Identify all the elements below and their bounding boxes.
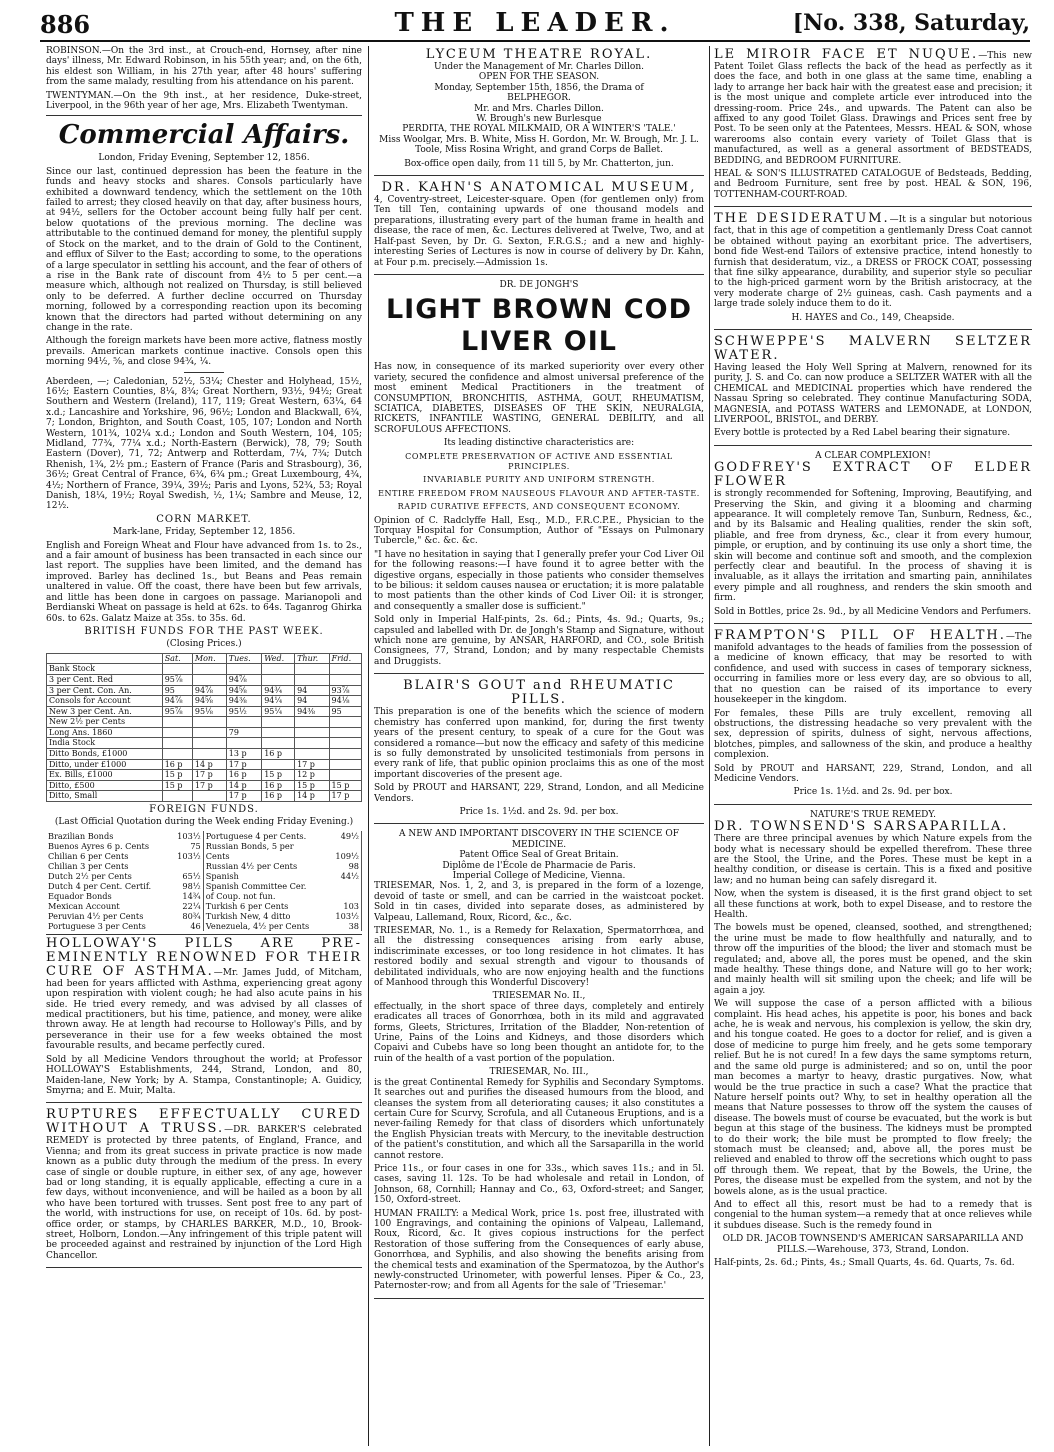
british-funds-table — [46, 653, 362, 802]
newspaper-title: THE LEADER. — [394, 8, 676, 38]
funds-stock-name: Ditto, Small — [47, 791, 163, 802]
funds-price-cell: 95 — [329, 706, 361, 717]
funds-stock-name: Ditto Bonds, £1000 — [47, 749, 163, 760]
frampton-ad — [714, 627, 1032, 805]
funds-price-cell: 94⅛ — [329, 696, 361, 707]
funds-price-cell: 16 p — [262, 791, 295, 802]
funds-price-cell: 17 p — [329, 791, 361, 802]
foreign-bond-name: Dutch 4 per Cent. Certif. — [48, 880, 152, 891]
funds-price-cell — [295, 717, 329, 728]
funds-row — [47, 738, 362, 749]
triesemar-credential: Imperial College of Medicine, Vienna. — [452, 870, 626, 881]
funds-price-cell — [226, 717, 261, 728]
funds-price-cell: 94⅞ — [162, 696, 192, 707]
triesemar-no2-head: TRIESEMAR No. II., — [492, 991, 586, 1002]
foreign-price-cell: 103½ — [171, 831, 204, 841]
foreign-bond-name: Cents — [205, 850, 230, 861]
corn-dateline: Mark-lane, Friday, September 12, 1856. — [112, 527, 296, 538]
triesemar-no2: effectually, in the short space of three days, completely and entirely eradicates all traces of Gonorrhœa, both in its mild and aggravated forms, Gleets, Strictures, Irritation of the Bladder, Non-retention of Urine, Pains of the Loins and Kidneys, and those disorders which Copaivi and Cubebs have so long been thought an antidote for, to the ruin of the health of a vast portion of the population. — [374, 1001, 704, 1064]
funds-stock-name: Long Ans. 1860 — [47, 727, 163, 738]
foreign-price-cell: 46 — [171, 921, 204, 931]
funds-price-cell — [162, 738, 192, 749]
funds-price-cell — [295, 727, 329, 738]
column-rule — [709, 46, 710, 1446]
foreign-title: FOREIGN FUNDS. — [149, 804, 259, 816]
funds-price-cell — [192, 664, 226, 675]
funds-stock-name: India Stock — [47, 738, 163, 749]
funds-price-cell: 79 — [226, 727, 261, 738]
funds-price-cell: 16 p — [262, 749, 295, 760]
corn-title: CORN MARKET. — [156, 513, 252, 525]
foreign-bond-name: Mexican Account — [48, 900, 120, 911]
funds-price-cell — [329, 738, 361, 749]
funds-price-cell: 15 p — [329, 780, 361, 791]
foreign-bond-name: Turkish 6 per Cents — [205, 900, 289, 911]
funds-price-cell: 95¼ — [262, 706, 295, 717]
foreign-price-cell: 44½ — [329, 871, 362, 881]
funds-stock-name: New 3 per Cent. An. — [47, 706, 163, 717]
blair-ad — [374, 677, 704, 824]
funds-row — [47, 685, 362, 696]
funds-row — [47, 727, 362, 738]
column-rule — [368, 46, 369, 1446]
foreign-price-cell — [329, 881, 362, 891]
funds-price-cell — [226, 738, 261, 749]
foreign-price-cell: 109½ — [329, 851, 362, 861]
foreign-bond-name: of Coup. not fun. — [205, 890, 276, 901]
schweppe-headline: SCHWEPPE'S MALVERN SELTZER WATER. — [714, 333, 1032, 363]
ruptures-ad — [46, 1106, 362, 1268]
funds-row — [47, 780, 362, 791]
funds-price-cell: 15 p — [262, 770, 295, 781]
funds-price-cell — [162, 664, 192, 675]
funds-price-cell — [329, 674, 361, 685]
funds-price-cell: 94⅜ — [226, 696, 261, 707]
foreign-bond-name: Spanish Committee Cer. — [205, 880, 307, 891]
funds-stock-name: Ex. Bills, £1000 — [47, 770, 163, 781]
foreign-bond-name: Portuguese 3 per Cents — [48, 920, 146, 931]
foreign-bond-name: Russian 4½ per Cents — [205, 860, 298, 871]
funds-header-cell: Frid. — [329, 653, 361, 664]
funds-price-cell: 16 p — [262, 780, 295, 791]
funds-price-cell: 94⅞ — [192, 685, 226, 696]
foreign-price-cell: 103½ — [171, 851, 204, 861]
godfrey-pre: A CLEAR COMPLEXION! — [815, 450, 931, 461]
funds-price-cell — [262, 759, 295, 770]
miroir-ad — [714, 46, 1032, 207]
lyceum-headline: LYCEUM THEATRE ROYAL. — [425, 47, 653, 62]
market-paragraph: Since our last, continued depression has been the feature in the funds and heavy stocks and shares. Consols particularly have exhibited a downward tendency, which the settlement on the 10th failed to arrest; they closed heavily on that day, after business hours, at 94½, sellers for the October account being fully half per cent. below quotations of the previous morning. The decline was attributable to the continued demand for money, the plentiful supply of Stock on the market, and to the drain of Gold to the Continent, and efflux of Silver to the East; according to some, to the operations of a large speculator in settling his account, and the fear of others of a rise in the Bank rate of discount from 4½ to 5 per cent.—a measure which, although not realized on Thursday, is still believed only to be deferred. A further decline occurred on Thursday morning, followed by a corresponding reaction upon its becoming known that the directors had parted without determining on any change in the rate. — [46, 166, 362, 333]
triesemar-frailty: HUMAN FRAILTY: a Medical Work, price 1s. post free, illustrated with 100 Engravings, and containing the opinions of Valpeau, Lallemand, Roux, Ricord, &c. It gives copious instructions for the perfect Restoration of those suffering from the Consequences of early abuse, Gonorrhœa, and Syphilis, and also showing the benefits arising from the chemical tests and examination of the Spermatozoa, by the Author's newly-constructed Urinometer, with powerful lenses. Piper & Co., 23, Paternoster-row; and from all Agents for the sale of 'Triesemar.' — [374, 1208, 704, 1292]
triesemar-credential: Diplôme de l'École de Pharmacie de Paris. — [442, 860, 636, 871]
miroir-headline: LE MIROIR FACE ET NUQUE. — [714, 47, 979, 62]
funds-price-cell: 95⅛ — [192, 706, 226, 717]
godfrey-sold: Sold in Bottles, price 2s. 9d., by all Medicine Vendors and Perfumers. — [714, 606, 1032, 617]
triesemar-price: Price 11s., or four cases in one for 33s., which saves 11s.; and in 5l. cases, saving 1l. 12s. To be had wholesale and retail in London, of Johnson, 68, Cornhill; Hannay and Co., 63, Oxford-street; and Sanger, 150, Oxford-street. — [374, 1163, 704, 1206]
funds-price-cell: 95⅞ — [162, 706, 192, 717]
schweppe-ad — [714, 333, 1032, 446]
funds-stock-name: New 2½ per Cents — [47, 717, 163, 728]
blair-price: Price 1s. 1½d. and 2s. 9d. per box. — [459, 806, 619, 817]
funds-header-cell: Mon. — [192, 653, 226, 664]
kahn-text: 4, Coventry-street, Leicester-square. Open (for gentlemen only) from Ten till Ten, containing upwards of one thousand models and preparations, illustrating every part of the human frame in health and disease, the race of men, &c. Lectures delivered at Twelve, Two, and at Half-past Seven, by Dr. G. Sexton, F.R.G.S.; and a new and highly-interesting Series of Lectures is now in course of delivery by Dr. Kahn, at Four p.m. precisely.—Admission 1s. — [374, 195, 704, 268]
foreign-row — [46, 891, 362, 901]
dejongh-feature: COMPLETE PRESERVATION OF ACTIVE AND ESSENTIAL PRINCIPLES. — [405, 451, 673, 471]
funds-price-cell: 94⅜ — [295, 706, 329, 717]
desideratum-headline: THE DESIDERATUM. — [714, 211, 890, 227]
dejongh-pre: DR. DE JONGH'S — [499, 279, 579, 290]
foreign-bond-name: Turkish New, 4 ditto — [205, 910, 291, 921]
dejongh-text: Has now, in consequence of its marked superiority over every other variety, secured the confidence and almost universal preference of the most eminent Medical Practitioners in the treatment of CONSUMPTION, BRONCHITIS, ASTHMA, GOUT, RHEUMATISM, SCIATICA, DIABETES, DISEASES OF THE SKIN, NEURALGIA, RICKETS, INFANTILE WASTING, GENERAL DEBILITY, and all SCROFULOUS AFFECTIONS. — [374, 362, 704, 435]
lyceum-line: BELPHEGOR. — [507, 93, 571, 104]
foreign-price-cell: 98½ — [171, 881, 204, 891]
townsend-price: Half-pints, 2s. 6d.; Pints, 4s.; Small Quarts, 4s. 6d. Quarts, 7s. 6d. — [714, 1258, 1015, 1268]
lyceum-line: OPEN FOR THE SEASON. — [478, 72, 600, 83]
dejongh-headline: LIGHT BROWN COD LIVER OIL — [385, 294, 693, 358]
foreign-bond-name: Chilian 6 per Cents — [48, 850, 129, 861]
holloway-headline: HOLLOWAY'S PILLS ARE PRE-EMINENTLY RENOWNED FOR THEIR CURE OF ASTHMA. — [46, 935, 362, 979]
townsend-headline: DR. TOWNSEND'S SARSAPARILLA. — [714, 819, 1009, 835]
frampton-text2: For females, these Pills are truly excellent, removing all obstructions, the distressing headache so very prevalent with the sex, depression of spirits, dulness of sight, nervous affections, blotches, pimples, and sallowness of the skin, and produce a healthy complexion. — [714, 708, 1032, 761]
funds-stock-name: Ditto, £500 — [47, 780, 163, 791]
funds-price-cell: 17 p — [192, 780, 226, 791]
foreign-bond-name: Buenos Ayres 6 p. Cents — [48, 840, 150, 851]
funds-stock-name: 3 per Cent. Con. An. — [47, 685, 163, 696]
miroir-catalogue: HEAL & SON'S ILLUSTRATED CATALOGUE of Bedsteads, Bedding, and Bedroom Furniture, sent free by post. HEAL & SON, 196, TOTTENHAM-COURT-ROAD. — [714, 169, 1032, 200]
frampton-text: —The manifold advantages to the heads of families from the possession of a medicine of known efficacy, that may be resorted to with confidence, and used with success in cases of temporary sickness, occurring in families more or less every day, are so obvious to all, that no question can be raised of its importance to every housekeeper in the kingdom. — [714, 632, 1032, 706]
triesemar-credential: Patent Office Seal of Great Britain. — [459, 850, 619, 861]
schweppe-text: Having leased the Holy Well Spring at Malvern, renowned for its purity, J. S. and Co. can now produce a SELTZER WATER with all the CHEMICAL and MEDICINAL properties which have rendered the Nassau Spring so celebrated. They continue Manufacturing SODA, MAGNESIA, and POTASS WATERS and LEMONADE, at LONDON, LIVERPOOL, BRISTOL, and DERBY. — [714, 362, 1032, 425]
funds-price-cell — [329, 749, 361, 760]
divider — [184, 372, 224, 373]
death-notice: ROBINSON.—On the 3rd inst., at Crouch-end, Hornsey, after nine days' illness, Mr. Edward Robinson, in his 55th year; and, on the 6th, his eldest son William, in his 27th year, after 48 hours' suffering from the same malady, resulting from his attendance on his parent. — [46, 46, 362, 88]
foreign-price-cell: 103 — [329, 901, 362, 911]
column-left — [46, 46, 362, 1446]
funds-price-cell: 15 p — [162, 770, 192, 781]
godfrey-ad — [714, 449, 1032, 624]
funds-price-cell — [162, 727, 192, 738]
funds-row — [47, 664, 362, 675]
issue-number: [No. 338, Saturday, — [792, 10, 1030, 36]
funds-price-cell — [295, 664, 329, 675]
foreign-bond-name: Peruvian 4½ per Cents — [48, 910, 144, 921]
funds-header-cell: Sat. — [162, 653, 192, 664]
townsend-paragraph: There are three principal avenues by which Nature expels from the body what is necessary should be expelled therefrom. These three are the Stool, the Urine, and the Pores. These must be kept in a healthy condition, or disease is certain. This is a fixed and positive law; and no human being can safely disregard it. — [714, 834, 1032, 886]
funds-stock-name: Ditto, under £1000 — [47, 759, 163, 770]
funds-price-cell: 95½ — [226, 706, 261, 717]
lyceum-line: Monday, September 15th, 1856, the Drama of — [434, 82, 644, 93]
foreign-row — [46, 851, 362, 861]
foreign-bond-name: Dutch 2½ per Cents — [48, 870, 132, 881]
funds-header-cell: Tues. — [226, 653, 261, 664]
funds-header-cell: Thur. — [295, 653, 329, 664]
corn-report: English and Foreign Wheat and Flour have advanced from 1s. to 2s., and a fair amount of business has been transacted in each since our last report. The supplies have been limited, and the demand has improved. Barley has declined 1s., but Beans and Peas remain unaltered in value. Off the coast, there have been but few arrivals, and little has been done in cargoes on passage. Marianopoli and Berdianski Wheat on passage is held at 62s. to 64s. Taganrog Ghirka 60s. to 62s. Galatz Maize at 35s. to 35s. 6d. — [46, 540, 362, 624]
foreign-row — [46, 901, 362, 911]
foreign-bond-name: Spanish — [205, 870, 239, 881]
foreign-price-cell: 49½ — [329, 831, 362, 841]
funds-stock-name: Consols for Account — [47, 696, 163, 707]
foreign-row — [46, 921, 362, 931]
market-paragraph: Although the foreign markets have been more active, flatness mostly prevails. American markets continue inactive. Consols open this morning 94½, ⅝, and close 94¾, ¼. — [46, 336, 362, 368]
divider — [46, 115, 362, 116]
funds-price-cell — [162, 749, 192, 760]
ruptures-headline: RUPTURES EFFECTUALLY CURED WITHOUT A TRUSS. — [46, 1107, 362, 1137]
dejongh-opinion: Opinion of C. Radclyffe Hall, Esq., M.D., F.R.C.P.E., Physician to the Torquay Hospital for Consumption, Author of "Essays on Pulmonary Tubercle," &c. &c. &c. — [374, 515, 704, 547]
foreign-price-cell — [329, 841, 362, 851]
foreign-price-cell — [329, 891, 362, 901]
foreign-price-cell: 65½ — [171, 871, 204, 881]
funds-row — [47, 759, 362, 770]
funds-row — [47, 674, 362, 685]
desideratum-text: —It is a singular but notorious fact, that in this age of competition a gentlemanly Dress Coat cannot be obtained without paying an exorbitant price. The advertisers, bond fide West-end Tailors of extensive practice, intend honestly to furnish that desideratum, viz., a DRESS or FROCK COAT, possessing that fine silky appearance, durability, and superior style so peculiar to the high-priced garment worn by the British aristocracy, at the very moderate charge of 2½ guineas, cash. Cash payments and a large trade solely induce them to do it. — [714, 215, 1032, 310]
funds-price-cell: 16 p — [162, 759, 192, 770]
funds-price-cell — [162, 791, 192, 802]
funds-price-cell: 17 p — [192, 770, 226, 781]
funds-price-cell — [295, 738, 329, 749]
foreign-subtitle: (Last Official Quotation during the Week ending Friday Evening.) — [54, 817, 354, 828]
funds-row — [47, 791, 362, 802]
foreign-bond-name: Russian Bonds, 5 per — [205, 840, 294, 851]
foreign-bond-name: Chilian 3 per Cents — [48, 860, 129, 871]
dejongh-ad — [374, 278, 704, 674]
foreign-row — [46, 841, 362, 851]
funds-price-cell: 12 p — [295, 770, 329, 781]
funds-price-cell: 16 p — [226, 770, 261, 781]
lyceum-ad — [374, 46, 704, 176]
death-notice: TWENTYMAN.—On the 9th inst., at her residence, Duke-street, Liverpool, in the 96th year of her age, Mrs. Elizabeth Twentyman. — [46, 90, 362, 112]
funds-price-cell: 94 — [295, 696, 329, 707]
dejongh-feature: RAPID CURATIVE EFFECTS, AND CONSEQUENT ECONOMY. — [397, 502, 681, 512]
blair-headline: BLAIR'S GOUT and RHEUMATIC PILLS. — [403, 678, 675, 708]
funds-title: BRITISH FUNDS FOR THE PAST WEEK. — [84, 625, 324, 637]
funds-price-cell: 94⅝ — [226, 685, 261, 696]
blair-sold: Sold by PROUT and HARSANT, 229, Strand, London, and all Medicine Vendors. — [374, 783, 704, 804]
townsend-paragraph: We will suppose the case of a person afflicted with a bilious complaint. His head aches, his appetite is poor, his bones and back ache, he is weak and nervous, his complexion is yellow, the skin dry, and his tongue coated. He goes to a doctor for relief, and is given a dose of medicine to purge him freely, and he gets some temporary relief. But he is not cured! In a few days the same symptoms return, and the same old purge is administered; and so on, until the poor man becomes a martyr to heavy, drastic purgatives. Now, what would be the true practice in such a case? What the practice that Nature herself points out? Why, to set in healthy operation all the means that Nature possesses to throw off the system the causes of disease. The bowels must of course be evacuated, but the work is but begun at this stage of the business. The kidneys must be prompted to do their work; the bile must be prompted to flow freely; the stomach must be cleansed; and, above all, the pores must be relieved and enabled to throw off the secretions which ought to pass off through them. We repeat, that by the Bowels, the Urine, the Pores, the disease must be expelled from the system, and not by the bowels alone, as is the usual practice. — [714, 999, 1032, 1197]
dejongh-feature: INVARIABLE PURITY AND UNIFORM STRENGTH. — [423, 475, 655, 485]
funds-price-cell: 14 p — [192, 759, 226, 770]
masthead-rule — [40, 40, 1030, 42]
funds-price-cell: 17 p — [226, 759, 261, 770]
funds-header-cell: Wed. — [262, 653, 295, 664]
frampton-headline: FRAMPTON'S PILL OF HEALTH. — [714, 628, 1006, 644]
triesemar-no3-head: TRIESEMAR, No. III., — [489, 1067, 589, 1078]
funds-price-cell: 14 p — [295, 791, 329, 802]
foreign-price-cell: 103½ — [329, 911, 362, 921]
foreign-bond-name: Portuguese 4 per Cents. — [205, 830, 307, 841]
ruptures-text: —DR. BARKER'S celebrated REMEDY is protected by three patents, of England, France, and Vienna; and from its great success in private practice is now made known as a public duty through the medium of the press. In every case of single or double rupture, in either sex, of any age, however bad or long standing, it is equally applicable, effecting a cure in a few days, without inconvenience, and will be hailed as a boon by all who have been tortured with trusses. Sent post free to any part of the world, with instructions for use, on receipt of 10s. 6d. by post-office order, or stamps, by CHARLES BARKER, M.D., 10, Brook-street, Holborn, London.—Any infringement of this triple patent will be proceeded against and restrained by injunction of the Lord High Chancellor. — [46, 1125, 362, 1261]
foreign-price-cell: 98 — [329, 861, 362, 871]
foreign-price-cell: 14¾ — [171, 891, 204, 901]
funds-price-cell: 17 p — [226, 791, 261, 802]
page-number: 886 — [40, 10, 91, 39]
funds-price-cell — [329, 717, 361, 728]
funds-price-cell — [162, 717, 192, 728]
funds-price-cell: 94 — [295, 685, 329, 696]
lyceum-line: PERDITA, THE ROYAL MILKMAID, OR A WINTER'S 'TALE.' — [402, 124, 676, 135]
funds-price-cell: 94¾ — [262, 685, 295, 696]
townsend-paragraph: Now, when the system is diseased, it is the first grand object to set all these functions at work, both to expel Disease, and to restore the Health. — [714, 889, 1032, 920]
funds-row — [47, 717, 362, 728]
funds-price-cell: 14 p — [226, 780, 261, 791]
funds-price-cell — [262, 664, 295, 675]
funds-row — [47, 706, 362, 717]
funds-stock-name: Bank Stock — [47, 664, 163, 675]
funds-price-cell: 93⅞ — [329, 685, 361, 696]
funds-price-cell: 17 p — [295, 759, 329, 770]
triesemar-no3: is the great Continental Remedy for Syphilis and Secondary Symptoms. It searches out and purifies the diseased humours from the blood, and cleanses the system from all deteriorating causes; it also constitutes a certain Cure for Scurvy, Scrofula, and all Cutaneous Eruptions, and is a never-failing Remedy for that class of disorders which unfortunately the English Physician treats with Mercury, to the inevitable destruction of the patient's constitution, and which all the Sarsaparilla in the world cannot restore. — [374, 1077, 704, 1161]
foreign-row — [46, 861, 362, 871]
townsend-address: OLD DR. JACOB TOWNSEND'S AMERICAN SARSAPARILLA AND PILLS.—Warehouse, 373, Strand, London. — [722, 1234, 1024, 1255]
foreign-bond-name: Equador Bonds — [48, 890, 112, 901]
foreign-price-cell: 75 — [171, 841, 204, 851]
funds-price-cell — [226, 664, 261, 675]
foreign-price-cell: 80¾ — [171, 911, 204, 921]
dejongh-feature: ENTIRE FREEDOM FROM NAUSEOUS FLAVOUR AND AFTER-TASTE. — [378, 488, 700, 498]
foreign-row — [46, 831, 362, 841]
funds-price-cell: 15 p — [295, 780, 329, 791]
godfrey-headline: GODFREY'S EXTRACT OF ELDER FLOWER — [714, 460, 1032, 490]
lyceum-line: W. Brough's new Burlesque — [476, 114, 602, 125]
funds-price-cell — [192, 749, 226, 760]
dateline: London, Friday Evening, September 12, 1856. — [98, 153, 310, 164]
schweppe-label: Every bottle is protected by a Red Label bearing their signature. — [714, 428, 1011, 439]
kahn-headline: DR. KAHN'S ANATOMICAL MUSEUM, — [381, 180, 697, 196]
column-middle — [374, 46, 704, 1446]
funds-price-cell — [192, 738, 226, 749]
funds-price-cell: 95⅞ — [162, 674, 192, 685]
share-list: Aberdeen, —; Caledonian, 52½, 53¼; Chester and Holyhead, 15½, 16½; Eastern Counties, 8¼, 8¾; Great Northern, 93½, 94½; Great Southern and Western (Ireland), 117, 119; Great Western, 63¼, 64 x.d.; Lancashire and Yorkshire, 96, 96½; London and Blackwall, 6¾, 7; London, Brighton, and South Coast, 105, 107; London and North Western, 101¾, 102¼ x.d.; London and South Western, 104, 105; Midland, 77¾, 77¼ x.d.; North-Eastern (Berwick), 78, 79; South Eastern (Dover), 71, 72; Antwerp and Rotterdam, 7¼, 7¾; Dutch Rhenish, 1¾, 2½ pm.; Eastern of France (Paris and Strasbourg), 36, 36½; Great Central of France, 6¾, 6¾ pm.; Great Luxembourg, 4¾, 4½; Northern of France, 39¼, 39½; Paris and Lyons, 52¾, 53; Royal Danish, 18¼, 19½; Royal Swedish, ½, 1¼; Sambre and Meuse, 12, 12½. — [46, 376, 362, 512]
section-title: Commercial Affairs. — [58, 120, 350, 151]
dejongh-characteristics: Its leading distinctive characteristics are: — [443, 438, 635, 449]
funds-row — [47, 770, 362, 781]
townsend-paragraph: And to effect all this, resort must be had to a remedy that is congenial to the human system—a remedy that at once relieves while it subdues disease. Such is the remedy found in — [714, 1199, 1032, 1231]
funds-price-cell: 94⅝ — [192, 696, 226, 707]
foreign-price-cell: 38 — [329, 921, 362, 931]
lyceum-line: Mr. and Mrs. Charles Dillon. — [474, 103, 604, 114]
foreign-row — [46, 911, 362, 921]
dejongh-sold: Sold only in Imperial Half-pints, 2s. 6d.; Pints, 4s. 9d.; Quarts, 9s.; capsuled and labelled with Dr. de Jongh's Stamp and Signature, without which none are genuine, by ANSAR, HARFORD, and CO., sole British Consignees, 77, Strand, London; and by many respectable Chemists and Druggists. — [374, 615, 704, 667]
lyceum-line: Under the Management of Mr. Charles Dillon. — [433, 62, 645, 72]
desideratum-ad — [714, 210, 1032, 330]
funds-price-cell — [262, 738, 295, 749]
triesemar-ad — [374, 827, 704, 1298]
funds-price-cell — [192, 674, 226, 685]
funds-price-cell — [192, 727, 226, 738]
triesemar-headline: A NEW AND IMPORTANT DISCOVERY IN THE SCIENCE OF MEDICINE. — [399, 829, 679, 850]
funds-price-cell — [192, 717, 226, 728]
funds-price-cell — [262, 717, 295, 728]
foreign-bond-name: Venezuela, 4½ per Cents — [205, 920, 310, 931]
funds-price-cell: 94¼ — [262, 696, 295, 707]
foreign-bond-name: Brazilian Bonds — [48, 830, 114, 841]
funds-price-cell — [262, 674, 295, 685]
triesemar-intro: TRIESEMAR, Nos. 1, 2, and 3, is prepared in the form of a lozenge, devoid of taste or smell, and can be carried in the waistcoat pocket. Sold in tin cases, divided into separate doses, as administered by Valpeau, Lallemand, Roux, Ricord, &c., &c. — [374, 881, 704, 923]
lyceum-box-office: Box-office open daily, from 11 till 5, by Mr. Chatterton, jun. — [404, 158, 674, 169]
foreign-row — [46, 881, 362, 891]
kahn-ad — [374, 179, 704, 275]
miroir-text: —This new Patent Toilet Glass reflects the back of the head as perfectly as it does the face, and both in one glass at the same time, enabling a lady to arrange her back hair with the greatest ease and precision; it is the most unique and complete article ever introduced into the dressing-room. Price 24s., and upwards. The Patent can also be affixed to any good Toilet Glass. Drawings and Prices sent free by Post. To be seen only at the Patentees, Messrs. HEAL & SON, whose warerooms also contain every variety of Toilet Glass that is manufactured, as well as a general assortment of BEDSTEADS, BEDDING, and BEDROOM FURNITURE. — [714, 51, 1032, 166]
desideratum-signature: H. HAYES and Co., 149, Cheapside. — [791, 312, 955, 323]
godfrey-text: is strongly recommended for Softening, Improving, Beautifying, and Preserving the Skin, and giving it a blooming and charming appearance. It will completely remove Tan, Sunburn, Redness, &c., and by its Balsamic and Healing qualities, render the skin soft, pliable, and free from dryness, &c., clear it from every humour, pimple, or eruption, and by continuing its use only a short time, the skin will become and continue soft and smooth, and the complexion perfectly clear and beautiful. In the process of shaving it is invaluable, as it allays the irritation and smarting pain, annihilates every pimple and all roughness, and renders the skin smooth and firm. — [714, 489, 1032, 604]
funds-price-cell — [295, 749, 329, 760]
frampton-price: Price 1s. 1½d. and 2s. 9d. per box. — [793, 787, 953, 798]
dejongh-quote: "I have no hesitation in saying that I generally prefer your Cod Liver Oil for the following reasons:—I have found it to agree better with the digestive organs, especially in those patients who consider themselves to be bilious: it seldom causes nausea or eructation; it is more palatable to most patients than the other kinds of Cod Liver Oil: it is stronger, and consequently a smaller dose is sufficient." — [374, 549, 704, 612]
townsend-pre: NATURE'S TRUE REMEDY. — [809, 809, 937, 820]
holloway-sold: Sold by all Medicine Vendors throughout the world; at Professor HOLLOWAY'S Establishments, 244, Strand, London, and 80, Maiden-lane, New York; by A. Stampa, Constantinople; A. Guidicy, Smyrna; and E. Muir, Malta. — [46, 1054, 362, 1096]
triesemar-no1: TRIESEMAR, No. 1., is a Remedy for Relaxation, Spermatorrhœa, and all the distressing consequences arising from early abuse, indiscriminate excesses, or too long residence in hot climates. It has restored bodily and sexual strength and vigour to thousands of debilitated individuals, who are now enjoying health and the functions of Manhood through this Wonderful Discovery! — [374, 926, 704, 989]
foreign-row — [46, 871, 362, 881]
lyceum-cast: Miss Woolgar, Mrs. B. White, Miss H. Gordon, Mr. W. Brough, Mr. J. L. Toole, Miss Rosina Wright, and grand Corps de Ballet. — [379, 134, 699, 156]
funds-price-cell: 13 p — [226, 749, 261, 760]
funds-price-cell — [329, 770, 361, 781]
funds-subtitle: (Closing Prices.) — [166, 639, 242, 650]
foreign-funds-table — [46, 831, 362, 931]
foreign-price-cell: 22¼ — [171, 901, 204, 911]
funds-row — [47, 696, 362, 707]
funds-stock-name: 3 per Cent. Red — [47, 674, 163, 685]
townsend-paragraph: The bowels must be opened, cleansed, soothed, and strengthened; the urine must be made to flow healthfully and naturally, and to throw off the impurities of the blood; the liver and stomach must be regulated; and, above all, the pores must be opened, and the skin made healthy. These things done, and Nature will go to her work; and mainly health will sit smiling upon the cheek; and life will be again a joy. — [714, 923, 1032, 996]
funds-row — [47, 749, 362, 760]
funds-price-cell — [329, 727, 361, 738]
holloway-text: —Mr. James Judd, of Mitcham, had been for years afflicted with Asthma, experiencing great agony upon respiration with violent cough; he had also acute pains in his side. He tried every remedy, and was advised by all classes of medical practitioners, but his time, patience, and money, were alike thrown away. He at length had recourse to Holloway's Pills, and by perseverance in their use for a few weeks obtained the most favourable results, and became perfectly cured. — [46, 967, 362, 1052]
funds-header-cell — [47, 653, 163, 664]
funds-price-cell — [329, 664, 361, 675]
funds-price-cell — [262, 727, 295, 738]
funds-price-cell — [329, 759, 361, 770]
column-right — [714, 46, 1032, 1446]
townsend-ad — [714, 808, 1032, 1275]
blair-text: This preparation is one of the benefits which the science of modern chemistry has conferred upon mankind, for, during the first twenty years of the present century, to speak of a cure for the Gout was considered a romance—but now the efficacy and safety of this medicine is so fully demonstrated by unsolicited testimonials from persons in every rank of life, that public opinion proclaims this as one of the most important discoveries of the present age. — [374, 707, 704, 780]
funds-price-cell: 15 p — [162, 780, 192, 791]
funds-price-cell — [295, 674, 329, 685]
funds-price-cell: 94⅞ — [226, 674, 261, 685]
funds-price-cell: 95 — [162, 685, 192, 696]
holloway-ad — [46, 934, 362, 1103]
frampton-sold: Sold by PROUT and HARSANT, 229, Strand, London, and all Medicine Vendors. — [714, 763, 1032, 784]
funds-price-cell — [192, 791, 226, 802]
foreign-price-cell — [171, 861, 204, 871]
